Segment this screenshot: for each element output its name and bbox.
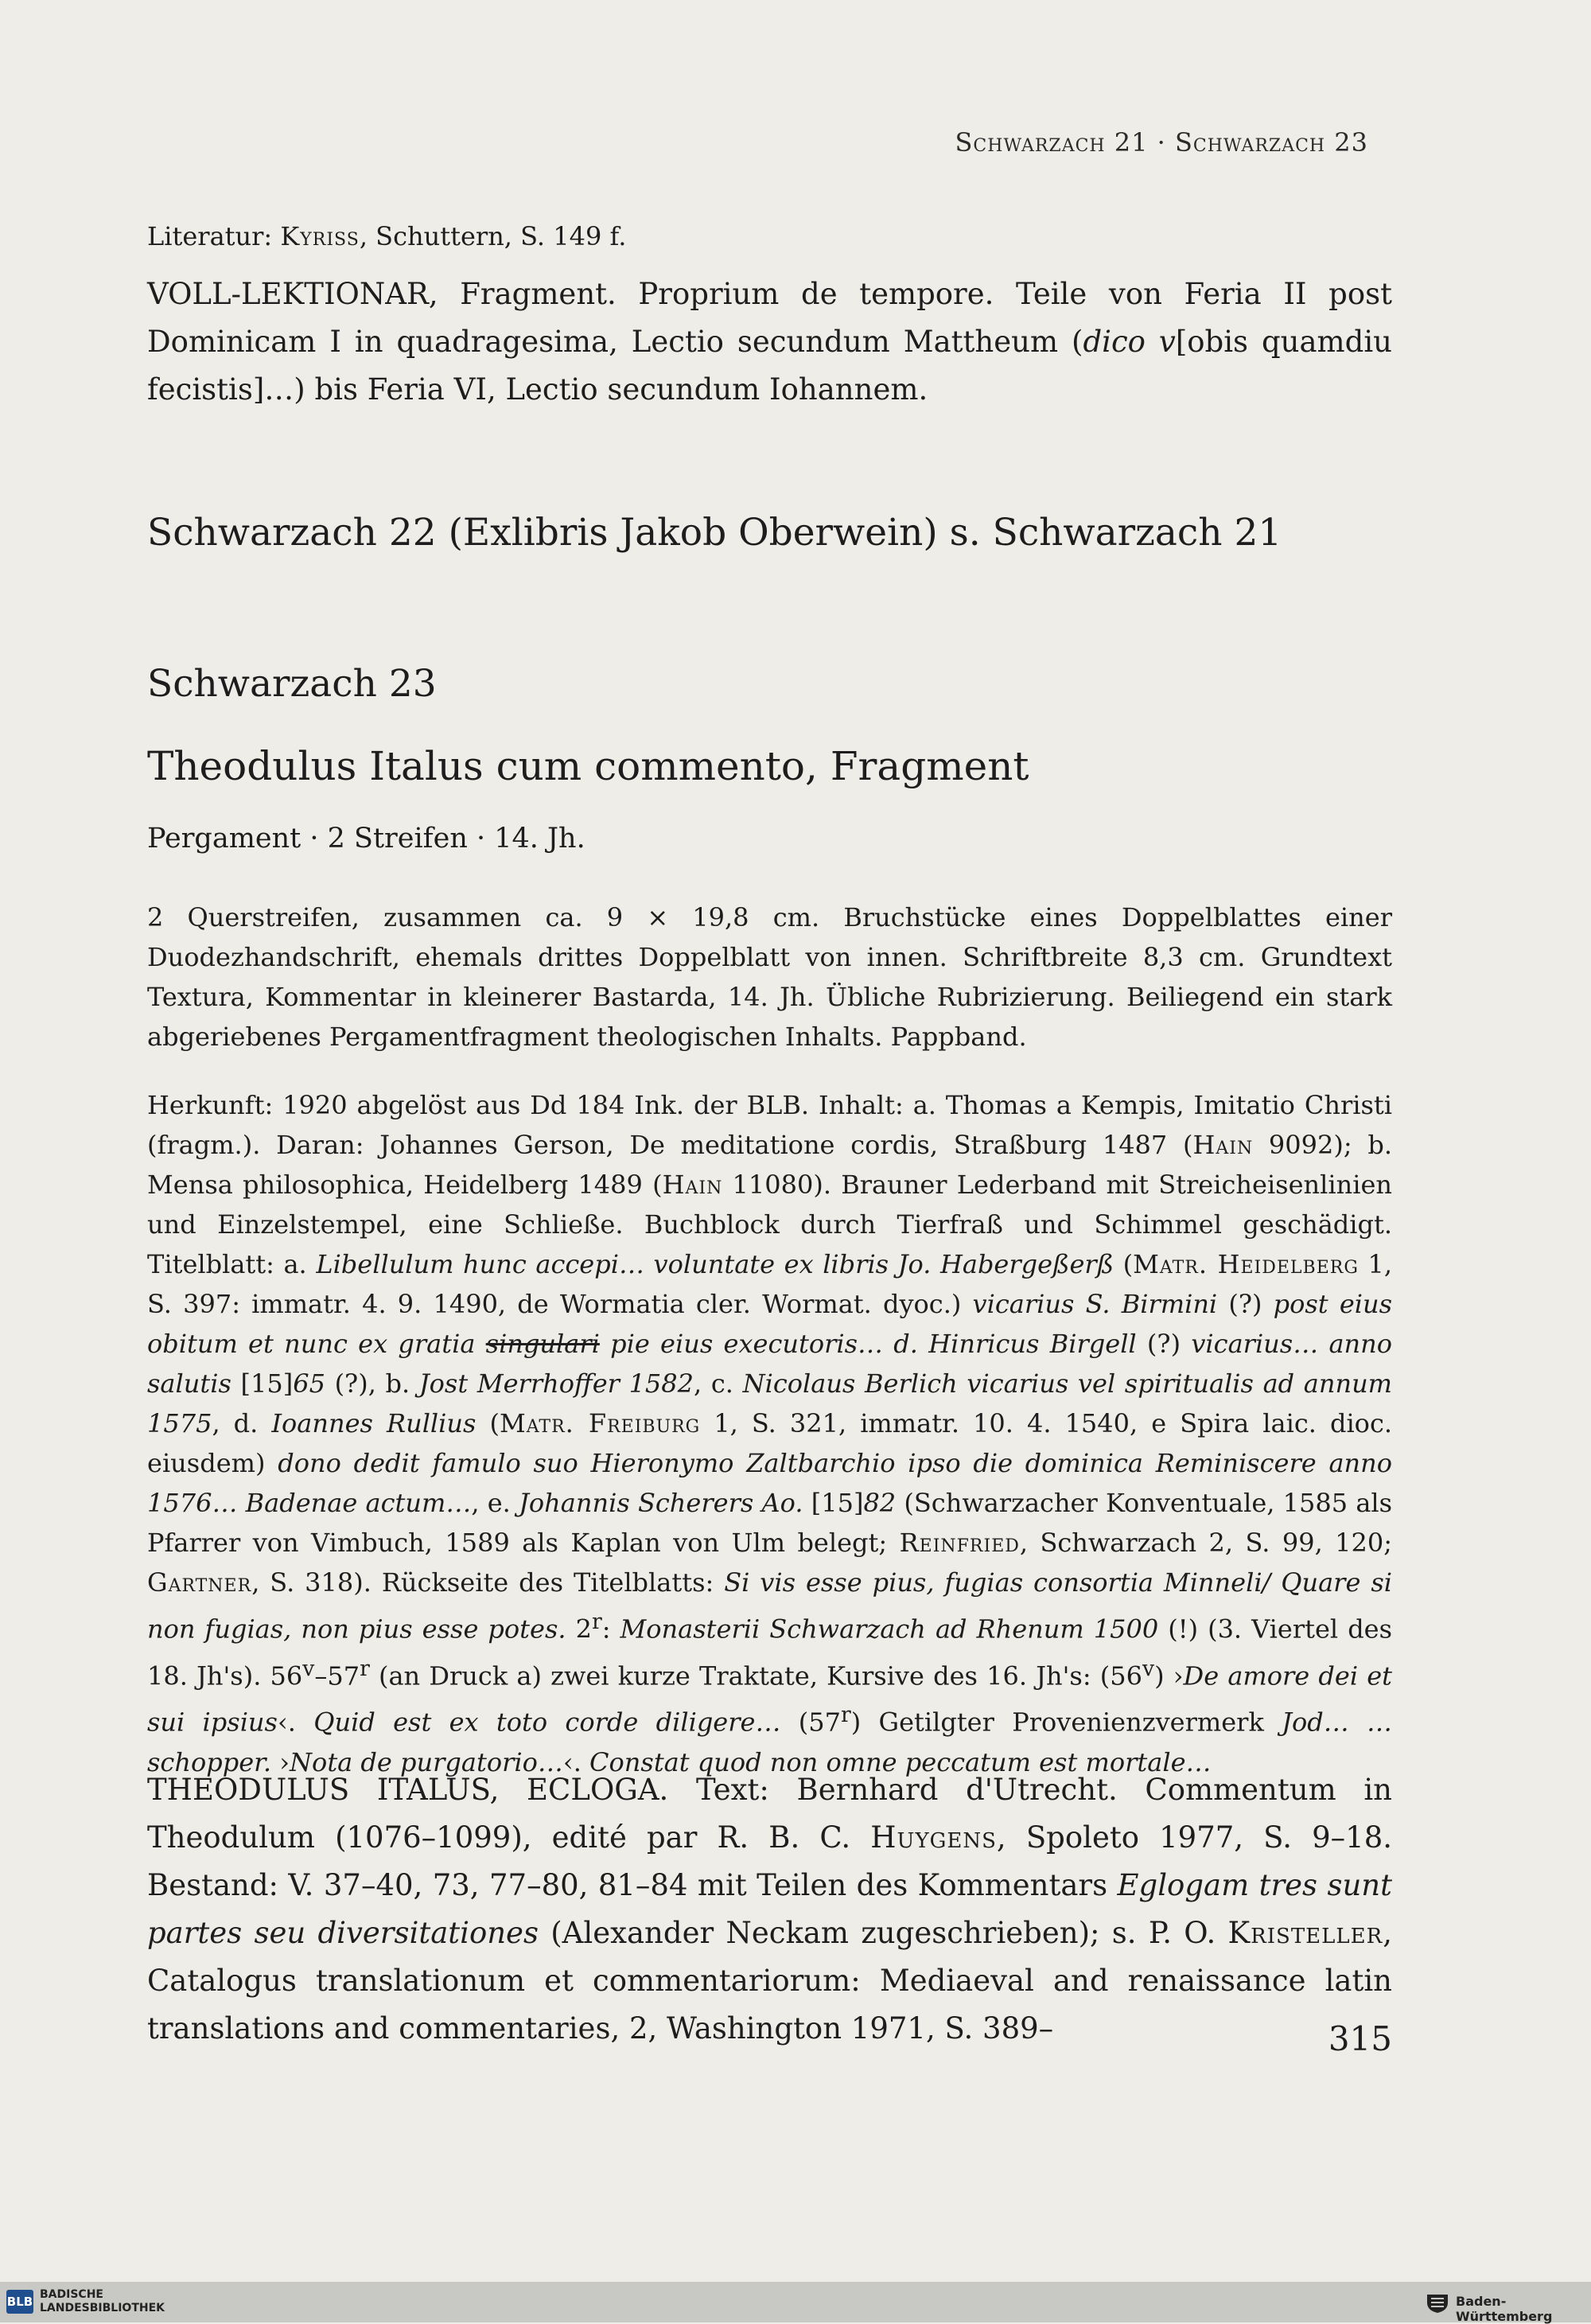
blb-logo-icon[interactable]: BLB (6, 2290, 33, 2314)
literature-line: Literatur: Kyriss, Schuttern, S. 149 f. (147, 221, 627, 251)
description-paragraph: 2 Querstreifen, zusammen ca. 9 × 19,8 cm. Bruchstücke eines Doppelblattes einer Duodezhandschrift, ehemals drittes Doppelblatt von innen. Schriftbreite 8,3 cm. Grundtext Textura, Kommentar in kleinerer Bastarda, 14. Jh. Übliche Rubrizierung. Beiliegend ein stark abgeriebenes Pergamentfragment theologischen Inhalts. Pappband. (147, 902, 1392, 1052)
baden-wuerttemberg-crest-icon[interactable] (1424, 2291, 1451, 2314)
entry-heading: Schwarzach 23 (147, 662, 437, 706)
blb-name[interactable]: BADISCHE LANDESBIBLIOTHEK (40, 2288, 165, 2314)
page-number: 315 (1328, 2019, 1392, 2058)
entry-title: Theodulus Italus cum commento, Fragment (147, 743, 1029, 789)
theodulus-paragraph: THEODULUS ITALUS, ECLOGA. Text: Bernhard d'Utrecht. Commentum in Theodulum (1076–1099), edité par R. B. C. Huygens, Spoleto 1977, S. 9–18. Bestand: V. 37–40, 73, 77–80, 81–84 mit Teilen des Kommentars Eglogam tres sunt partes seu diversitationes (Alexander Neckam zugeschrieben); s. P. O. Kristeller, Catalogus translationum et commentariorum: Mediaeval and renaissance latin translations and commentaries, 2, Washington 1971, S. 389– (147, 1773, 1392, 2046)
cross-reference-heading: Schwarzach 22 (Exlibris Jakob Oberwein) s. Schwarzach 21 (147, 511, 1282, 555)
baden-wuerttemberg-label[interactable]: Baden-Württemberg (1456, 2294, 1553, 2324)
footer-bar (0, 2282, 1591, 2322)
running-head: Schwarzach 21 · Schwarzach 23 (955, 127, 1368, 158)
entry-subtitle: Pergament · 2 Streifen · 14. Jh. (147, 823, 585, 854)
lektionar-paragraph: VOLL-LEKTIONAR, Fragment. Proprium de tempore. Teile von Feria II post Dominicam I in quadragesima, Lectio secundum Mattheum (dico v[obis quamdiu fecistis]…) bis Feria VI, Lectio secundum Iohannem. (147, 277, 1392, 407)
provenance-paragraph: Herkunft: 1920 abgelöst aus Dd 184 Ink. der BLB. Inhalt: a. Thomas a Kempis, Imitatio Christi (fragm.). Daran: Johannes Gerson, De meditatione cordis, Straßburg 1487 (Hain 9092); b. Mensa philosophica, Heidelberg 1489 (Hain 11080). Brauner Lederband mit Streicheisenlinien und Einzelstempel, eine Schließe. Buchblock durch Tierfraß und Schimmel geschädigt. Titelblatt: a. Libellulum hunc accepi… voluntate ex libris Jo. Habergeßerß (Matr. Heidelberg 1, S. 397: immatr. 4. 9. 1490, de Wormatia cler. Wormat. dyoc.) vicarius S. Birmini (?) post eius obitum et nunc ex gratia singulari pie eius executoris… d. Hinricus Birgell (?) vicarius… anno salutis [15]65 (?), b. Jost Merrhoffer 1582, c. Nicolaus Berlich vicarius vel spiritualis ad annum 1575, d. Ioannes Rullius (Matr. Freiburg 1, S. 321, immatr. 10. 4. 1540, e Spira laic. dioc. eiusdem) dono dedit famulo suo Hieronymo Zaltbarchio ipso die dominica Reminiscere anno 1576… Badenae actum…, e. Johannis Scherers Ao. [15]82 (Schwarzacher Konventuale, 1585 als Pfarrer von Vimbuch, 1589 als Kaplan von Ulm belegt; Reinfried, Schwarzach 2, S. 99, 120; Gartner, S. 318). Rückseite des Titelblatts: Si vis esse pius, fugias consortia Minneli/ Quare si non fugias, non pius esse potes. 2$^r$: Monasterii Schwarzach ad Rhenum 1500 (!) (3. Viertel des 18. Jh's). 56$^v$–57$^r$ (an Druck a) zwei kurze Traktate, Kursive des 16. Jh's: (56$^v$) ›De amore dei et sui ipsius‹. Quid est ex toto corde diligere… (57$^r$) Getilgter Provenienzvermerk Jod… …schopper. ›Nota de purgatorio…‹. Constat quod non omne peccatum est mortale… (147, 1090, 1393, 1777)
